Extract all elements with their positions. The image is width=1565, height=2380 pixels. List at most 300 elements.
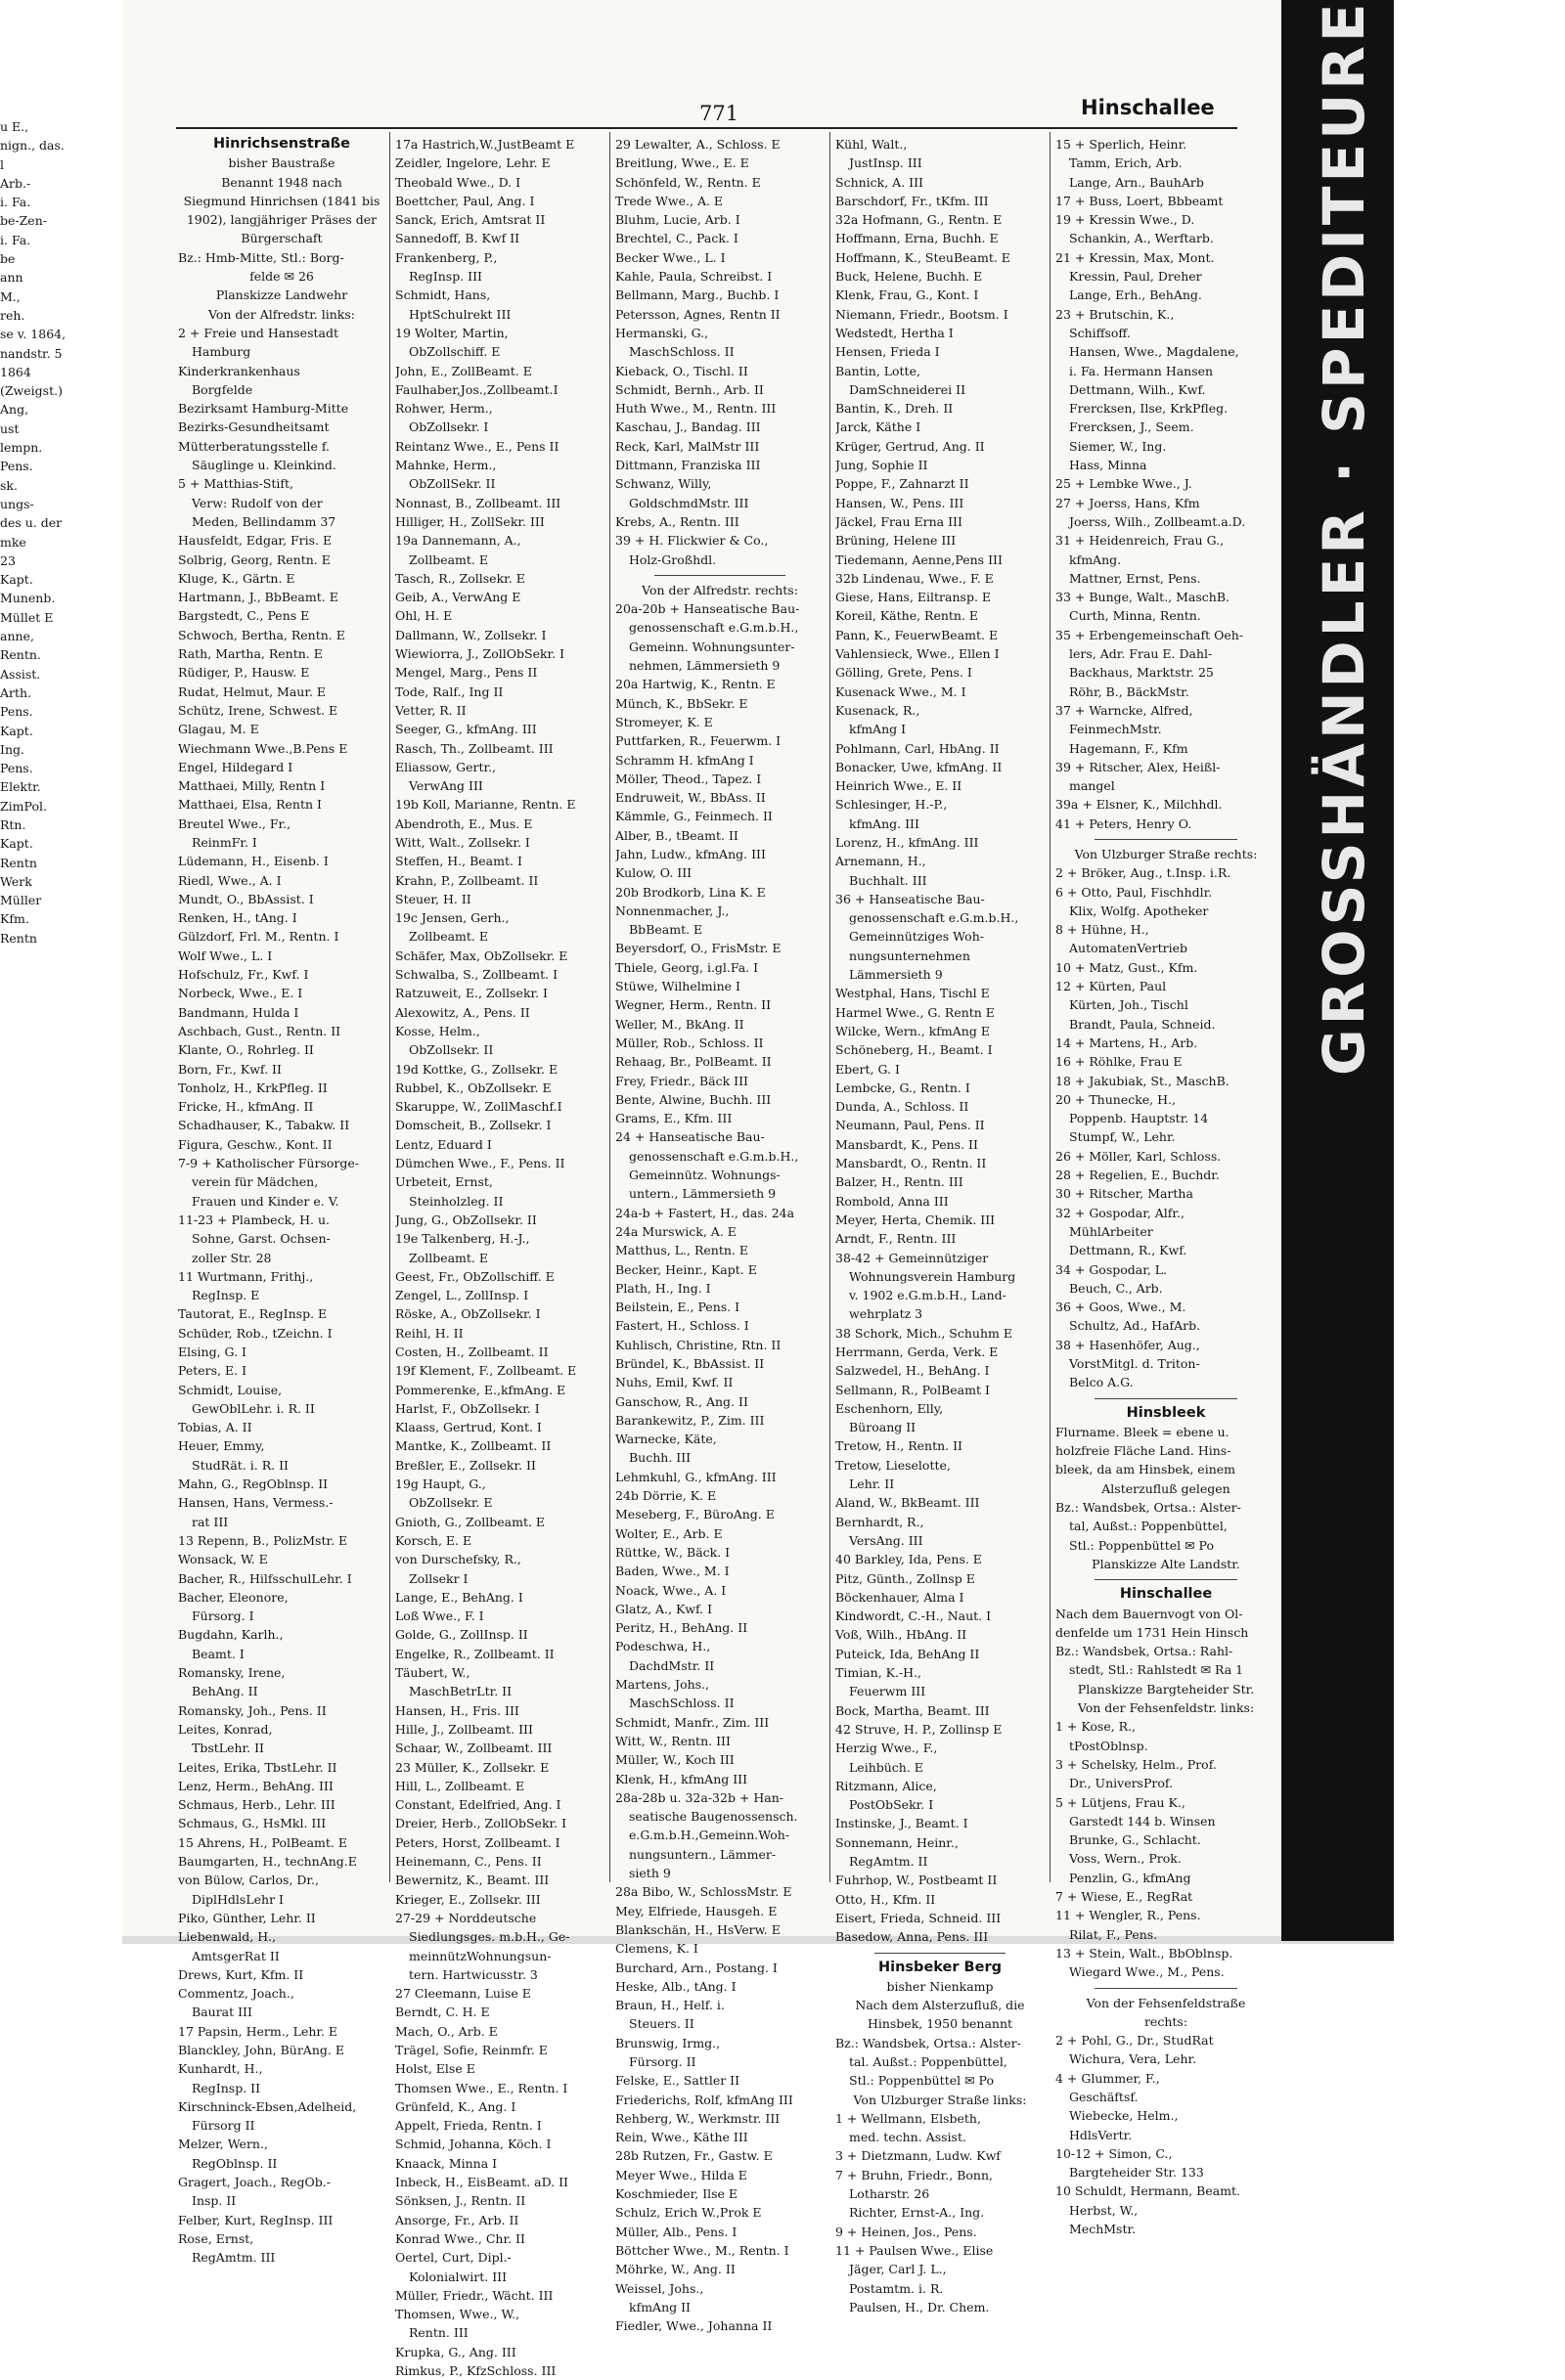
directory-entry: Bugdahn, Karlh., bbox=[178, 1627, 284, 1643]
directory-entry: Oertel, Curt, Dipl.- bbox=[395, 2250, 512, 2266]
directory-entry: med. techn. Assist. bbox=[849, 2130, 966, 2145]
directory-entry: 29 Lewalter, A., Schloss. E bbox=[615, 137, 781, 152]
directory-entry: Fricke, H., kfmAng. II bbox=[178, 1099, 314, 1115]
directory-entry: RegAmtm. II bbox=[849, 1854, 928, 1870]
directory-entry: Wolf Wwe., L. I bbox=[178, 948, 273, 963]
directory-entry: 24b Dörrie, K. E bbox=[615, 1488, 717, 1504]
directory-entry: Alber, B., tBeamt. II bbox=[615, 827, 738, 843]
directory-entry: Bz.: Wandsbek, Ortsa.: Alster- bbox=[1055, 1500, 1241, 1516]
directory-entry: Mantke, K., Zollbeamt. II bbox=[395, 1438, 552, 1454]
directory-entry: Säuglinge u. Kleinkind. bbox=[192, 458, 336, 473]
street-heading: Hinsbeker Berg bbox=[878, 1959, 1002, 1975]
directory-entry: Benannt 1948 nach bbox=[221, 174, 342, 190]
column-divider bbox=[609, 132, 610, 1882]
directory-entry: Kinderkrankenhaus bbox=[178, 363, 300, 378]
directory-entry: Wiechmann Wwe.,B.Pens E bbox=[178, 740, 348, 756]
directory-entry: Schiffsoff. bbox=[1069, 325, 1131, 340]
directory-entry: Kuhlisch, Christine, Rtn. II bbox=[615, 1337, 782, 1352]
street-heading: Hinschallee bbox=[1119, 1586, 1213, 1603]
directory-entry: Ohl, H. E bbox=[395, 608, 453, 624]
directory-entry: Endruweit, W., BbAss. II bbox=[615, 790, 766, 806]
directory-entry: kfmAng I bbox=[849, 722, 907, 737]
directory-entry: mangel bbox=[1069, 778, 1115, 794]
directory-entry: Krieger, E., Zollsekr. III bbox=[395, 1891, 541, 1907]
directory-entry: 23 Müller, K., Zollsekr. E bbox=[395, 1759, 550, 1775]
directory-entry: Instinske, J., Beamt. I bbox=[835, 1816, 968, 1831]
directory-entry: Berndt, C. H. E bbox=[395, 2005, 490, 2020]
directory-entry: Meyer Wwe., Hilda E bbox=[615, 2167, 747, 2182]
directory-entry: Holst, Else E bbox=[395, 2061, 475, 2077]
directory-entry: Boettcher, Paul, Ang. I bbox=[395, 193, 535, 208]
directory-entry: 1 + Kose, R., bbox=[1055, 1719, 1137, 1735]
directory-entry: Zollbeamt. E bbox=[409, 551, 489, 567]
directory-entry: 17a Hastrich,W.,JustBeamt E bbox=[395, 137, 575, 152]
directory-entry: Peritz, H., BehAng. II bbox=[615, 1620, 748, 1636]
directory-entry: Müller, Rob., Schloss. II bbox=[615, 1035, 764, 1050]
directory-entry: Wiewiorra, J., ZollObSekr. I bbox=[395, 646, 565, 662]
directory-entry: Pitz, Günth., Zollnsp E bbox=[835, 1570, 975, 1586]
prev-page-line: anne, bbox=[0, 629, 34, 644]
directory-entry: Mey, Elfriede, Hausgeh. E bbox=[615, 1903, 778, 1918]
prev-page-line: Arb.- bbox=[0, 175, 31, 191]
directory-entry: nehmen, Lämmersieth 9 bbox=[629, 658, 781, 674]
column-1 bbox=[178, 135, 385, 2268]
directory-entry: Herrmann, Gerda, Verk. E bbox=[835, 1344, 999, 1359]
directory-entry: seatische Baugenossensch. bbox=[629, 1809, 798, 1825]
directory-entry: Braun, H., Helf. i. bbox=[615, 1998, 725, 2013]
directory-entry: Drews, Kurt, Kfm. II bbox=[178, 1966, 304, 1982]
directory-entry: 15 Ahrens, H., PolBeamt. E bbox=[178, 1834, 347, 1850]
directory-entry: PostObSekr. I bbox=[849, 1797, 934, 1813]
directory-entry: Schultz, Ad., HafArb. bbox=[1069, 1318, 1201, 1334]
directory-entry: Wiebecke, Helm., bbox=[1069, 2108, 1179, 2124]
directory-entry: Abendroth, E., Mus. E bbox=[395, 815, 533, 831]
directory-entry: 11 + Wengler, R., Pens. bbox=[1055, 1908, 1201, 1923]
directory-entry: zoller Str. 28 bbox=[192, 1250, 272, 1265]
directory-entry: Huth Wwe., M., Rentn. III bbox=[615, 401, 777, 417]
directory-entry: 27 + Joerss, Hans, Kfm bbox=[1055, 495, 1200, 510]
directory-entry: Rehberg, W., Werkmstr. III bbox=[615, 2110, 781, 2126]
directory-entry: Joerss, Wilh., Zollbeamt.a.D. bbox=[1069, 513, 1246, 529]
directory-entry: Becker Wwe., L. I bbox=[615, 249, 726, 265]
directory-entry: lers, Adr. Frau E. Dahl- bbox=[1069, 646, 1213, 662]
directory-entry: v. 1902 e.G.m.b.H., Land- bbox=[849, 1288, 1006, 1303]
prev-page-line: Rentn bbox=[0, 855, 37, 870]
directory-entry: Lehr. II bbox=[849, 1476, 895, 1492]
prev-page-line: se v. 1864, bbox=[0, 327, 67, 342]
directory-entry: Bellmann, Marg., Buchb. I bbox=[615, 287, 780, 303]
directory-entry: GoldschmdMstr. III bbox=[629, 495, 749, 510]
directory-entry: 7-9 + Katholischer Fürsorge- bbox=[178, 1156, 359, 1171]
directory-entry: Loß Wwe., F. I bbox=[395, 1609, 484, 1624]
prev-page-line: Ing. bbox=[0, 741, 24, 757]
directory-entry: Richter, Ernst-A., Ing. bbox=[849, 2205, 985, 2221]
directory-entry: 5 + Matthias-Stift, bbox=[178, 476, 294, 492]
spine-lettering: GROSSHÄNDLER · SPEDITEURE bbox=[1311, 0, 1377, 1076]
directory-entry: 17 + Buss, Loert, Bbbeamt bbox=[1055, 193, 1224, 208]
directory-entry: Wedstedt, Hertha I bbox=[835, 325, 954, 340]
directory-entry: Gnioth, G., Zollbeamt. E bbox=[395, 1514, 546, 1529]
directory-entry: Bock, Martha, Beamt. III bbox=[835, 1702, 990, 1718]
directory-entry: 19g Haupt, G., bbox=[395, 1476, 486, 1492]
directory-entry: BehAng. II bbox=[192, 1684, 258, 1699]
directory-entry: Meden, Bellindamm 37 bbox=[192, 513, 336, 529]
directory-entry: Hinsbek, 1950 benannt bbox=[867, 2016, 1013, 2032]
directory-entry: Reintanz Wwe., E., Pens II bbox=[395, 438, 559, 454]
prev-page-line: be-Zen- bbox=[0, 213, 47, 229]
street-heading: Hinsbleek bbox=[1126, 1404, 1206, 1421]
directory-entry: Bacher, R., HilfsschulLehr. I bbox=[178, 1570, 352, 1586]
directory-entry: Giese, Hans, Eiltransp. E bbox=[835, 590, 992, 605]
directory-entry: Wohnungsverein Hamburg bbox=[849, 1268, 1016, 1284]
directory-entry: Grünfeld, K., Ang. I bbox=[395, 2098, 516, 2114]
directory-entry: Brandt, Paula, Schneid. bbox=[1069, 1016, 1216, 1032]
directory-entry: Herzig Wwe., F., bbox=[835, 1741, 938, 1756]
directory-entry: Weller, M., BkAng. II bbox=[615, 1016, 744, 1032]
directory-entry: Siemer, W., Ing. bbox=[1069, 438, 1167, 454]
directory-entry: Krupka, G., Ang. III bbox=[395, 2344, 516, 2359]
column-2 bbox=[395, 135, 604, 2380]
directory-entry: 3 + Schelsky, Helm., Prof. bbox=[1055, 1756, 1217, 1772]
prev-page-line: Arth. bbox=[0, 684, 32, 700]
directory-entry: Bacher, Eleonore, bbox=[178, 1589, 289, 1605]
directory-entry: AmtsgerRat II bbox=[192, 1948, 280, 1963]
directory-entry: Konrad Wwe., Chr. II bbox=[395, 2230, 525, 2246]
directory-entry: ObZollSekr. II bbox=[409, 476, 496, 492]
directory-entry: Mach, O., Arb. E bbox=[395, 2023, 498, 2039]
directory-entry: Lange, Arn., BauhArb bbox=[1069, 174, 1204, 190]
directory-entry: 11 Wurtmann, Frithj., bbox=[178, 1268, 314, 1284]
directory-entry: 38 + Hasenhöfer, Aug., bbox=[1055, 1337, 1200, 1352]
directory-entry: 32 + Gospodar, Alfr., bbox=[1055, 1205, 1185, 1220]
directory-entry: 25 + Lembke Wwe., J. bbox=[1055, 476, 1192, 492]
directory-entry: Voß, Wilh., HbAng. II bbox=[835, 1627, 967, 1643]
directory-entry: genossenschaft e.G.m.b.H., bbox=[849, 910, 1019, 926]
directory-entry: Blanckley, John, BürAng. E bbox=[178, 2042, 344, 2057]
directory-entry: MühlArbeiter bbox=[1069, 1223, 1153, 1239]
directory-entry: Beamt. I bbox=[192, 1646, 245, 1661]
directory-entry: Mansbardt, K., Pens. II bbox=[835, 1136, 978, 1152]
directory-entry: Koschmieder, Ilse E bbox=[615, 2186, 738, 2202]
directory-entry: Bantin, K., Dreh. II bbox=[835, 401, 954, 417]
prev-page-line: Kfm. bbox=[0, 911, 29, 927]
directory-entry: 9 + Heinen, Jos., Pens. bbox=[835, 2224, 977, 2239]
directory-entry: Sanck, Erich, Amtsrat II bbox=[395, 212, 546, 228]
directory-entry: ObZollsekr. E bbox=[409, 1495, 493, 1511]
directory-entry: Fuhrhop, W., Postbeamt II bbox=[835, 1873, 998, 1888]
directory-entry: TbstLehr. II bbox=[192, 1741, 264, 1756]
prev-page-line: Elektr. bbox=[0, 779, 41, 795]
prev-page-line: reh. bbox=[0, 307, 25, 323]
directory-entry: Burchard, Arn., Postang. I bbox=[615, 1960, 778, 1975]
directory-entry: Dunda, A., Schloss. II bbox=[835, 1099, 969, 1115]
directory-entry: Geib, A., VerwAng E bbox=[395, 590, 521, 605]
directory-entry: JustInsp. III bbox=[849, 155, 922, 171]
directory-entry: Podeschwa, H., bbox=[615, 1639, 711, 1654]
prev-page-line: be bbox=[0, 251, 16, 267]
directory-entry: ObZollsekr. II bbox=[409, 1042, 494, 1058]
directory-entry: Seeger, G., kfmAng. III bbox=[395, 722, 537, 737]
directory-entry: Buchh. III bbox=[629, 1450, 692, 1466]
directory-entry: Paulsen, H., Dr. Chem. bbox=[849, 2299, 990, 2314]
directory-entry: 19 Wolter, Martin, bbox=[395, 325, 509, 340]
directory-entry: Backhaus, Marktstr. 25 bbox=[1069, 665, 1214, 681]
directory-entry: Hansen, W., Pens. III bbox=[835, 495, 964, 510]
directory-entry: RegInsp. II bbox=[192, 2080, 261, 2095]
directory-entry: Tamm, Erich, Arb. bbox=[1069, 155, 1183, 171]
prev-page-line: Rentn. bbox=[0, 647, 41, 663]
directory-entry: verein für Mädchen, bbox=[192, 1174, 319, 1190]
directory-entry: Barschdorf, Fr., tKfm. III bbox=[835, 193, 989, 208]
directory-entry: Holz-Großhdl. bbox=[629, 551, 717, 567]
directory-entry: 39 + Ritscher, Alex, Heißl- bbox=[1055, 759, 1221, 774]
directory-entry: Romansky, Joh., Pens. II bbox=[178, 1702, 327, 1718]
directory-entry: tern. Hartwicusstr. 3 bbox=[409, 1966, 538, 1982]
directory-entry: Inbeck, H., EisBeamt. aD. II bbox=[395, 2175, 568, 2190]
directory-entry: Kolonialwirt. III bbox=[409, 2269, 508, 2284]
directory-entry: Planskizze Landwehr bbox=[215, 287, 348, 303]
directory-entry: Brunswig, Irmg., bbox=[615, 2035, 721, 2050]
directory-entry: Mütterberatungsstelle f. bbox=[178, 438, 330, 454]
directory-entry: Sellmann, R., PolBeamt I bbox=[835, 1382, 990, 1397]
directory-entry: Arnemann, H., bbox=[835, 854, 926, 869]
directory-entry: kfmAng. III bbox=[849, 815, 919, 831]
directory-entry: Brunke, G., Schlacht. bbox=[1069, 1832, 1201, 1848]
directory-entry: 42 Struve, H. P., Zollinsp E bbox=[835, 1721, 1003, 1737]
directory-entry: Harlst, F., ObZollsekr. I bbox=[395, 1400, 540, 1416]
directory-entry: Hilliger, H., ZollSekr. III bbox=[395, 513, 545, 529]
directory-entry: Frercksen, J., Seem. bbox=[1069, 419, 1194, 435]
directory-entry: Kulow, O. III bbox=[615, 865, 693, 881]
directory-entry: Röhr, B., BäckMstr. bbox=[1069, 683, 1189, 699]
directory-entry: Piko, Günther, Lehr. II bbox=[178, 1910, 316, 1925]
directory-entry: Heinemann, C., Pens. II bbox=[395, 1854, 542, 1870]
directory-entry: 28a-28b u. 32a-32b + Han- bbox=[615, 1789, 783, 1805]
directory-entry: Noack, Wwe., A. I bbox=[615, 1582, 727, 1598]
directory-entry: VorstMitgl. d. Triton- bbox=[1069, 1356, 1200, 1371]
directory-entry: Rilat, F., Pens. bbox=[1069, 1926, 1158, 1942]
directory-entry: Hansen, Wwe., Magdalene, bbox=[1069, 344, 1239, 360]
directory-entry: 23 + Brutschin, K., bbox=[1055, 306, 1175, 322]
directory-entry: 28b Rutzen, Fr., Gastw. E bbox=[615, 2148, 773, 2164]
directory-entry: Eisert, Frieda, Schneid. III bbox=[835, 1910, 1002, 1925]
directory-entry: Feuerwm III bbox=[849, 1684, 926, 1699]
directory-entry: Brüning, Helene III bbox=[835, 533, 957, 549]
prev-page-line: Munenb. bbox=[0, 591, 56, 606]
directory-entry: felde ✉ 26 bbox=[249, 269, 314, 285]
directory-entry: 1902), langjähriger Präses der bbox=[186, 212, 378, 228]
directory-entry: Bluhm, Lucie, Arb. I bbox=[615, 212, 740, 228]
directory-entry: 3 + Dietzmann, Ludw. Kwf bbox=[835, 2148, 1001, 2164]
directory-entry: Felske, E., Sattler II bbox=[615, 2073, 740, 2089]
directory-entry: Jäger, Carl J. L., bbox=[849, 2262, 947, 2277]
directory-entry: Kunhardt, H., bbox=[178, 2061, 263, 2077]
directory-entry: Flurname. Bleek = ebene u. bbox=[1055, 1424, 1230, 1439]
directory-entry: Rentn. III bbox=[409, 2325, 469, 2341]
directory-entry: 35 + Erbengemeinschaft Oeh- bbox=[1055, 627, 1244, 642]
directory-entry: Meseberg, F., BüroAng. E bbox=[615, 1507, 775, 1522]
directory-entry: Schmidt, Hans, bbox=[395, 287, 491, 303]
directory-entry: Nach dem Alsterzufluß, die bbox=[855, 1998, 1025, 2013]
directory-entry: Geest, Fr., ObZollschiff. E bbox=[395, 1268, 555, 1284]
directory-entry: Frauen und Kinder e. V. bbox=[192, 1193, 339, 1209]
directory-entry: 2 + Bröker, Aug., t.Insp. i.R. bbox=[1055, 865, 1231, 881]
directory-entry: Baden, Wwe., M. I bbox=[615, 1564, 730, 1579]
directory-entry: Peters, E. I bbox=[178, 1363, 247, 1379]
directory-entry: Reck, Karl, MalMstr III bbox=[615, 438, 760, 454]
directory-entry: Bantin, Lotte, bbox=[835, 363, 920, 378]
directory-entry: Bründel, K., BbAssist. II bbox=[615, 1356, 765, 1371]
directory-entry: Timian, K.-H., bbox=[835, 1665, 922, 1681]
directory-entry: Baurat III bbox=[192, 2005, 252, 2020]
section-separator bbox=[1095, 839, 1237, 840]
directory-entry: DamSchneiderei II bbox=[849, 381, 966, 397]
directory-entry: Rudat, Helmut, Maur. E bbox=[178, 683, 327, 699]
directory-entry: 30 + Ritscher, Martha bbox=[1055, 1186, 1193, 1202]
directory-entry: ObZollsekr. I bbox=[409, 419, 489, 435]
directory-entry: 24a-b + Fastert, H., das. 24a bbox=[615, 1205, 795, 1220]
directory-entry: 38-42 + Gemeinnütziger bbox=[835, 1250, 989, 1265]
directory-entry: Jarck, Käthe I bbox=[835, 419, 921, 435]
directory-entry: Golde, G., ZollInsp. II bbox=[395, 1627, 528, 1643]
directory-entry: Ratzuweit, E., Zollsekr. I bbox=[395, 986, 548, 1001]
directory-entry: Beuch, C., Arb. bbox=[1069, 1280, 1163, 1296]
directory-entry: GewOblLehr. i. R. II bbox=[192, 1400, 315, 1416]
directory-entry: kfmAng II bbox=[629, 2299, 691, 2314]
directory-entry: rat III bbox=[192, 1514, 229, 1529]
directory-entry: Lämmersieth 9 bbox=[849, 967, 943, 983]
directory-entry: 18 + Jakubiak, St., MaschB. bbox=[1055, 1073, 1230, 1088]
directory-entry: Poppe, F., Zahnarzt II bbox=[835, 476, 969, 492]
directory-entry: Bürgerschaft bbox=[241, 231, 323, 246]
directory-entry: genossenschaft e.G.m.b.H., bbox=[629, 1148, 799, 1164]
directory-entry: Mahn, G., RegOblnsp. II bbox=[178, 1476, 329, 1492]
directory-entry: Gragert, Joach., RegOb.- bbox=[178, 2175, 331, 2190]
directory-entry: HptSchulrekt III bbox=[409, 306, 512, 322]
directory-entry: 2 + Pohl, G., Dr., StudRat bbox=[1055, 2033, 1214, 2049]
directory-entry: 41 + Peters, Henry O. bbox=[1055, 815, 1192, 831]
directory-entry: Schütz, Irene, Schwest. E bbox=[178, 702, 338, 718]
directory-entry: Zeidler, Ingelore, Lehr. E bbox=[395, 155, 551, 171]
directory-entry: Schmaus, G., HsMkl. III bbox=[178, 1816, 327, 1831]
directory-entry: Meyer, Herta, Chemik. III bbox=[835, 1212, 996, 1227]
directory-entry: Mansbardt, O., Rentn. II bbox=[835, 1156, 987, 1171]
directory-entry: Kahle, Paula, Schreibst. I bbox=[615, 269, 773, 285]
directory-entry: Heske, Alb., tAng. I bbox=[615, 1978, 737, 1994]
directory-entry: Dallmann, W., Zollsekr. I bbox=[395, 627, 547, 642]
directory-entry: Gölling, Grete, Pens. I bbox=[835, 665, 972, 681]
directory-entry: 20a Hartwig, K., Rentn. E bbox=[615, 677, 776, 692]
directory-entry: Von der Alfredstr. rechts: bbox=[642, 582, 798, 597]
directory-entry: Borgfelde bbox=[192, 381, 253, 397]
directory-entry: Krebs, A., Rentn. III bbox=[615, 513, 739, 529]
directory-entry: Nonnenmacher, J., bbox=[615, 903, 730, 918]
prev-page-line: 1864 bbox=[0, 364, 31, 379]
directory-entry: Belco A.G. bbox=[1069, 1375, 1134, 1390]
prev-page-line: Pens. bbox=[0, 761, 33, 776]
directory-entry: Pommerenke, E.,kfmAng. E bbox=[395, 1382, 566, 1397]
directory-entry: Hofschulz, Fr., Kwf. I bbox=[178, 967, 309, 983]
directory-entry: Eliassow, Gertr., bbox=[395, 759, 497, 774]
directory-entry: Schönfeld, W., Rentn. E bbox=[615, 174, 761, 190]
directory-entry: Zollsekr I bbox=[409, 1570, 469, 1586]
prev-page-line: nandstr. 5 bbox=[0, 345, 63, 361]
directory-entry: Klenk, Frau, G., Kont. I bbox=[835, 287, 979, 303]
directory-entry: i. Fa. Hermann Hansen bbox=[1069, 363, 1214, 378]
directory-entry: Otto, H., Kfm. II bbox=[835, 1891, 936, 1907]
directory-entry: 27 Cleemann, Luise E bbox=[395, 1986, 531, 2002]
directory-entry: Tobias, A. II bbox=[178, 1420, 252, 1435]
directory-entry: Neumann, Paul, Pens. II bbox=[835, 1118, 985, 1133]
prev-page-line: u E., bbox=[0, 119, 29, 134]
prev-page-line: Kapt. bbox=[0, 836, 33, 852]
directory-entry: 7 + Wiese, E., RegRat bbox=[1055, 1889, 1193, 1905]
directory-entry: Urbeteit, Ernst, bbox=[395, 1174, 493, 1190]
directory-entry: Lehmkuhl, G., kfmAng. III bbox=[615, 1469, 777, 1484]
directory-entry: 20a-20b + Hanseatische Bau- bbox=[615, 601, 800, 617]
directory-entry: Lentz, Eduard I bbox=[395, 1136, 492, 1152]
directory-entry: 14 + Martens, H., Arb. bbox=[1055, 1035, 1198, 1050]
directory-entry: Tiedemann, Aenne,Pens III bbox=[835, 551, 1003, 567]
directory-entry: 20b Brodkorb, Lina K. E bbox=[615, 884, 766, 900]
directory-entry: Stl.: Poppenbüttel ✉ Po bbox=[1069, 1537, 1214, 1553]
directory-entry: Rath, Martha, Rentn. E bbox=[178, 646, 323, 662]
directory-entry: Warnecke, Käte, bbox=[615, 1432, 717, 1447]
directory-entry: Arndt, F., Rentn. III bbox=[835, 1231, 957, 1247]
directory-entry: Lüdemann, H., Eisenb. I bbox=[178, 854, 329, 869]
directory-entry: 21 + Kressin, Max, Mont. bbox=[1055, 249, 1215, 265]
directory-entry: John, E., ZollBeamt. E bbox=[395, 363, 532, 378]
directory-entry: Melzer, Wern., bbox=[178, 2137, 268, 2152]
directory-entry: 12 + Kürten, Paul bbox=[1055, 979, 1167, 994]
directory-entry: Schwanz, Willy, bbox=[615, 476, 712, 492]
directory-entry: Niemann, Friedr., Bootsm. I bbox=[835, 306, 1008, 322]
directory-entry: RegInsp. III bbox=[409, 269, 482, 285]
directory-entry: Friederichs, Rolf, kfmAng III bbox=[615, 2092, 793, 2107]
directory-entry: StudRät. i. R. II bbox=[192, 1457, 289, 1473]
section-separator bbox=[1095, 1579, 1237, 1580]
directory-entry: Dr., UniversProf. bbox=[1069, 1776, 1174, 1791]
directory-entry: 19e Talkenberg, H.-J., bbox=[395, 1231, 530, 1247]
directory-entry: Tonholz, H., KrkPfleg. II bbox=[178, 1080, 328, 1095]
directory-entry: 2 + Freie und Hansestadt bbox=[178, 325, 338, 340]
directory-entry: Verw: Rudolf von der bbox=[192, 495, 323, 510]
directory-entry: Eschenhorn, Elly, bbox=[835, 1400, 944, 1416]
directory-entry: Pohlmann, Carl, HbAng. II bbox=[835, 740, 1000, 756]
directory-entry: Wolter, E., Arb. E bbox=[615, 1525, 723, 1541]
directory-entry: ReinmFr. I bbox=[192, 834, 257, 850]
directory-entry: Ganschow, R., Ang. II bbox=[615, 1393, 748, 1409]
directory-entry: Puteick, Ida, BehAng II bbox=[835, 1646, 980, 1661]
street-heading: Hinrichsenstraße bbox=[212, 136, 350, 152]
directory-entry: Schüder, Rob., tZeichn. I bbox=[178, 1325, 333, 1341]
column-3 bbox=[615, 135, 825, 2335]
directory-entry: Müller, W., Koch III bbox=[615, 1752, 735, 1768]
directory-entry: Röske, A., ObZollsekr. I bbox=[395, 1306, 541, 1322]
directory-entry: 19b Koll, Marianne, Rentn. E bbox=[395, 797, 576, 813]
directory-entry: Schöneberg, H., Beamt. I bbox=[835, 1042, 993, 1058]
directory-entry: Mattner, Ernst, Pens. bbox=[1069, 570, 1201, 586]
directory-entry: Fürsorg. I bbox=[192, 1609, 254, 1624]
prev-page-line: Pens. bbox=[0, 704, 33, 720]
directory-entry: tal. Außst.: Poppenbüttel, bbox=[849, 2053, 1007, 2069]
directory-entry: nungsuntern., Lämmer- bbox=[629, 1846, 777, 1862]
directory-entry: Bente, Alwine, Buchh. III bbox=[615, 1091, 772, 1107]
directory-entry: Rasch, Th., Zollbeamt. III bbox=[395, 740, 554, 756]
directory-entry: 6 + Otto, Paul, Fischhdlr. bbox=[1055, 884, 1213, 900]
directory-entry: Schankin, A., Werftarb. bbox=[1069, 231, 1214, 246]
directory-entry: Büroang II bbox=[849, 1420, 917, 1435]
